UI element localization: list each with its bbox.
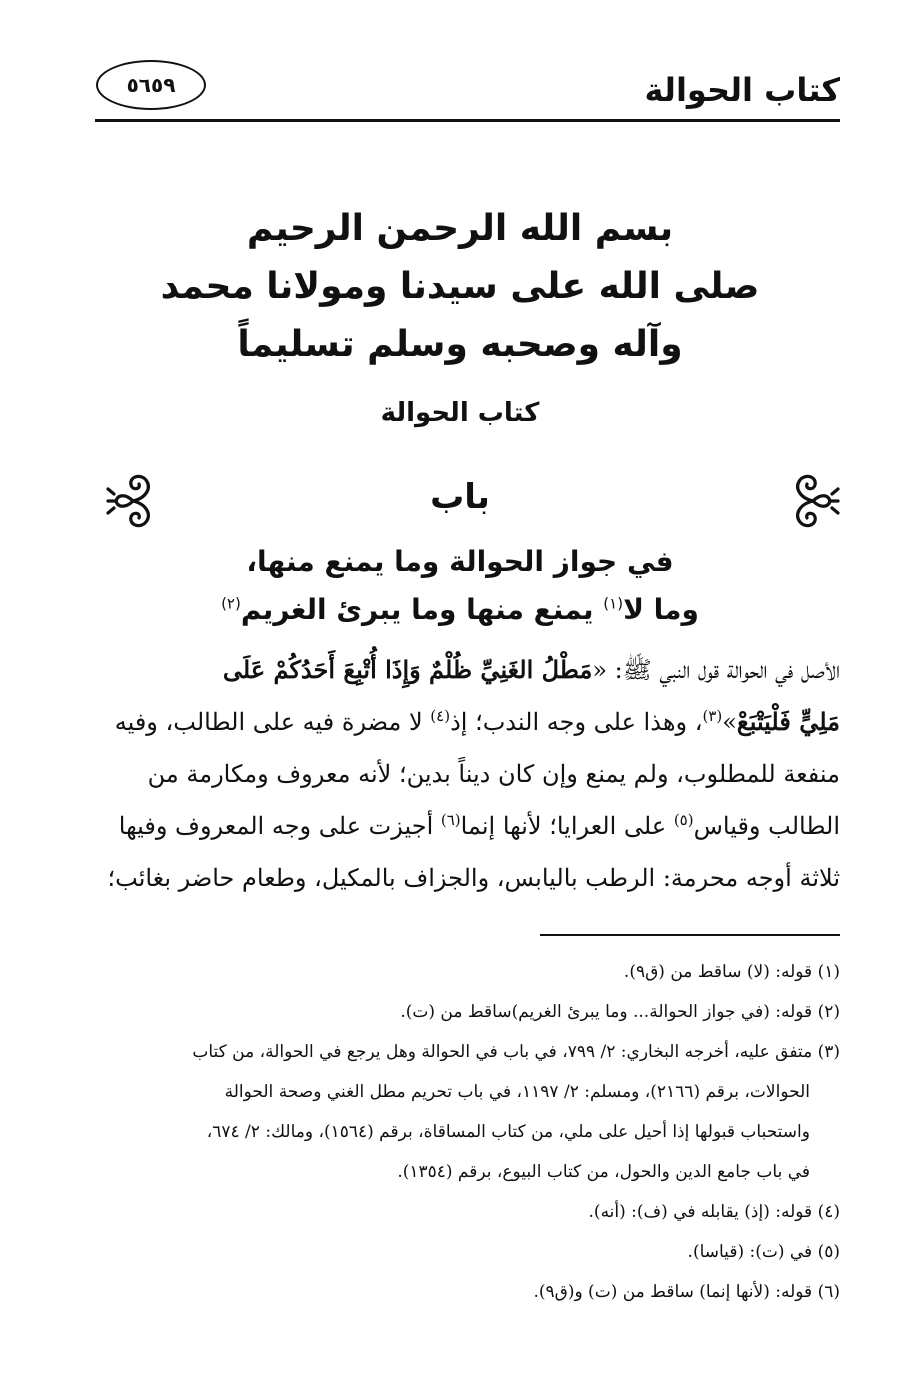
body-line [96, 696, 840, 748]
body-text: الأصل في الحوالة قول النبي ﷺ: « [592, 656, 840, 684]
body-line [96, 800, 840, 852]
chapter-subtitle-line-1: في جواز الحوالة وما يمنع منها، [246, 545, 674, 578]
footnote-separator [540, 934, 840, 936]
book-title: كتاب الحوالة [380, 398, 540, 428]
chapter-subtitle-line-2 [0, 588, 920, 632]
header-rule [95, 119, 840, 122]
body-line: ثلاثة أوجه محرمة: الرطب باليابس، والجزاف بالمكيل، وطعام حاضر بغائب؛ [107, 864, 840, 892]
body-text: الطالب وقياس [693, 812, 840, 840]
footnote-ref[interactable]: (٥) [673, 811, 694, 829]
body-text: أجيزت على وجه المعروف وفيها [118, 812, 441, 840]
subtitle-text-a: وما لا [623, 593, 699, 626]
footnote-3-continued: الحوالات، برقم (٢١٦٦)، ومسلم: ٢/ ١١٩٧، في باب تحريم مطل الغني وصحة الحوالة [224, 1082, 810, 1102]
footnote-ref[interactable]: (٦) [440, 811, 461, 829]
footnote-4: (٤) قوله: (إذ) يقابله في (ف): (أنه). [588, 1202, 840, 1222]
footnote-ref[interactable]: (٣) [702, 707, 723, 725]
basmala-line-3: وآله وصحبه وسلم تسليماً [237, 324, 683, 365]
body-text: على العرايا؛ لأنها إنما [460, 812, 674, 840]
footnote-3: (٣) متفق عليه، أخرجه البخاري: ٢/ ٧٩٩، في باب في الحوالة وهل يرجع في الحوالة، من كتاب [192, 1042, 840, 1062]
running-header-title: كتاب الحوالة [644, 71, 840, 109]
subtitle-text-b: يمنع منها وما يبرئ الغريم [240, 593, 604, 626]
footnote-1: (١) قوله: (لا) ساقط من (ق٩). [623, 962, 840, 982]
page-number: ٥٦٥٩ [126, 73, 176, 97]
chapter-heading-row [0, 468, 920, 528]
hadith-quote: مَطْلُ الغَنِيِّ ظُلْمٌ وَإِذَا أُتْبِعَ أَحَدُكُمْ عَلَى [222, 655, 593, 684]
footnote-ref[interactable]: (١) [603, 594, 624, 613]
page-number-oval [96, 60, 206, 110]
main-body [96, 644, 840, 904]
chapter-heading: باب [430, 477, 490, 517]
body-line: منفعة للمطلوب، ولم يمنع وإن كان ديناً بدين؛ لأنه معروف ومكارمة من [147, 760, 840, 788]
hadith-quote: مَلِيٍّ فَلْيَتْبَعْ [736, 707, 840, 736]
basmala-line-1: بسم الله الرحمن الرحيم [246, 208, 674, 249]
body-text: ، وهذا على وجه الندب؛ إذ [450, 708, 703, 736]
footnotes [96, 952, 840, 1312]
footnote-3-continued: في باب جامع الدين والحول، من كتاب البيوع، برقم (١٣٥٤). [397, 1162, 810, 1182]
footnote-6: (٦) قوله: (لأنها إنما) ساقط من (ت) و(ق٩). [533, 1282, 840, 1302]
body-line [96, 644, 840, 696]
footnote-2: (٢) قوله: (في جواز الحوالة... وما يبرئ الغريم)ساقط من (ت). [400, 1002, 840, 1022]
footnote-ref[interactable]: (٤) [430, 707, 451, 725]
footnote-3-continued: واستحباب قبولها إذا أحيل على ملي، من كتاب المساقاة، برقم (١٥٦٤)، ومالك: ٢/ ٦٧٤، [206, 1122, 810, 1142]
body-text: لا مضرة فيه على الطالب، وفيه [114, 708, 431, 736]
footnote-5: (٥) في (ت): (قياسا). [687, 1242, 840, 1262]
basmala-block [0, 200, 920, 374]
footnote-ref[interactable]: (٢) [221, 594, 241, 613]
body-text: » [722, 708, 737, 736]
basmala-line-2: صلى الله على سيدنا ومولانا محمد [160, 266, 760, 307]
floral-ornament-icon [106, 468, 160, 534]
